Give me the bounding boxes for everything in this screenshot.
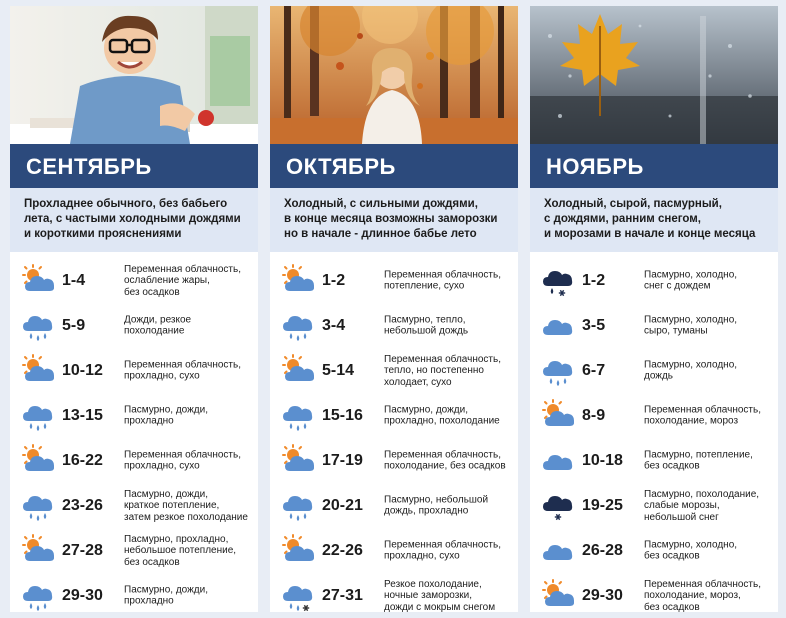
rain-icon	[282, 398, 314, 434]
cloudy-icon	[542, 308, 574, 344]
description-line: ночные заморозки,	[384, 589, 473, 601]
partly-cloudy-icon	[282, 263, 314, 299]
description-line: Переменная облачность,	[124, 449, 241, 460]
partly-cloudy-icon	[282, 533, 314, 569]
summary-line: Прохладнее обычного, без бабьего	[24, 198, 228, 210]
forecast-row	[10, 483, 258, 528]
forecast-row	[530, 258, 778, 303]
forecast-row	[530, 573, 778, 618]
forecast-row	[270, 348, 518, 393]
date-range: 1-2	[582, 271, 606, 289]
description-line: снег с дождем	[644, 280, 711, 292]
description-line: прохладно, сухо	[124, 460, 200, 472]
description-line: дожди с мокрым снегом	[384, 601, 496, 613]
description-line: похолодание, мороз,	[644, 589, 741, 601]
dark-snow-icon	[542, 488, 574, 524]
date-range: 26-28	[582, 541, 623, 559]
date-range: 27-28	[62, 541, 103, 559]
rain-icon	[282, 488, 314, 524]
forecast-row	[270, 438, 518, 483]
month-title: ОКТЯБРЬ	[270, 144, 518, 188]
description-line: Пасмурно, дожди,	[124, 404, 208, 415]
description-line: Пасмурно, дожди,	[124, 584, 208, 595]
forecast-row	[530, 393, 778, 438]
description-line: Переменная облачность,	[384, 353, 501, 365]
description-line: прохладно	[124, 415, 174, 427]
rain-icon	[22, 308, 54, 344]
rain-snow-icon	[282, 578, 314, 614]
forecast-row	[10, 348, 258, 393]
date-range: 3-4	[322, 316, 346, 334]
description-line: Резкое похолодание,	[384, 578, 482, 590]
description-line: дождь	[644, 370, 674, 382]
partly-cloudy-icon	[282, 443, 314, 479]
partly-cloudy-icon	[22, 533, 54, 569]
summary-line: и короткими прояснениями	[24, 228, 182, 240]
forecast-description	[384, 404, 518, 427]
photo-schoolboy	[10, 6, 258, 144]
column-september	[10, 6, 258, 612]
forecast-row	[10, 438, 258, 483]
month-summary	[530, 188, 778, 252]
forecast-list	[270, 258, 518, 618]
forecast-row	[270, 528, 518, 573]
forecast-description	[644, 488, 778, 523]
description-line: потепление, сухо	[384, 280, 465, 292]
photo-maple-leaf-rain	[530, 6, 778, 144]
description-line: Переменная облачность,	[124, 359, 241, 370]
date-range: 8-9	[582, 406, 606, 424]
description-line: Пасмурно, прохладно,	[124, 533, 229, 545]
date-range: 1-2	[322, 271, 346, 289]
forecast-description	[124, 533, 258, 568]
forecast-description	[124, 404, 258, 427]
rain-icon	[22, 578, 54, 614]
description-line: похолодание, мороз	[644, 415, 739, 427]
date-range: 10-18	[582, 451, 623, 469]
autumn-woman-image	[270, 6, 518, 144]
date-range: 1-4	[62, 271, 86, 289]
description-line: похолодание, без осадков	[384, 460, 506, 472]
date-range: 16-22	[62, 451, 103, 469]
forecast-description	[384, 578, 518, 613]
forecast-list	[10, 258, 258, 618]
date-range: 13-15	[62, 406, 103, 424]
summary-line: лета, с частыми холодными дождями	[24, 213, 241, 225]
forecast-row	[530, 438, 778, 483]
forecast-description	[644, 404, 778, 427]
partly-cloudy-icon	[282, 353, 314, 389]
date-range: 5-14	[322, 361, 355, 379]
forecast-row	[10, 303, 258, 348]
description-line: без осадков	[644, 460, 700, 472]
forecast-description	[384, 353, 518, 388]
description-line: Переменная облачность,	[124, 263, 241, 275]
date-range: 29-30	[62, 586, 103, 604]
description-line: Переменная облачность,	[384, 269, 501, 280]
description-line: Пасмурно, похолодание,	[644, 488, 760, 500]
description-line: без осадков	[124, 556, 180, 568]
forecast-description	[644, 578, 778, 613]
dark-rain-snow-icon	[542, 263, 574, 299]
forecast-row	[270, 573, 518, 618]
forecast-description	[384, 494, 518, 517]
forecast-description	[124, 359, 258, 382]
month-title: НОЯБРЬ	[530, 144, 778, 188]
rain-icon	[22, 488, 54, 524]
rain-icon	[542, 353, 574, 389]
description-line: дождь, прохладно	[384, 505, 469, 517]
date-range: 17-19	[322, 451, 363, 469]
summary-line: в конце месяца возможны заморозки	[284, 213, 498, 225]
column-november	[530, 6, 778, 612]
description-line: без осадков	[644, 550, 700, 562]
forecast-description	[644, 449, 778, 472]
description-line: небольшой дождь	[384, 325, 469, 337]
date-range: 29-30	[582, 586, 623, 604]
cloudy-icon	[542, 533, 574, 569]
forecast-row	[10, 528, 258, 573]
date-range: 20-21	[322, 496, 363, 514]
description-line: Пасмурно, дожди,	[384, 404, 468, 415]
description-line: небольшое потепление,	[124, 544, 237, 556]
description-line: Переменная облачность,	[644, 578, 761, 590]
description-line: Пасмурно, тепло,	[384, 314, 466, 325]
partly-cloudy-icon	[542, 398, 574, 434]
description-line: похолодание	[124, 325, 185, 337]
forecast-row	[530, 528, 778, 573]
cloudy-icon	[542, 443, 574, 479]
description-line: небольшой снег	[644, 511, 719, 523]
forecast-description	[644, 269, 778, 292]
date-range: 15-16	[322, 406, 363, 424]
description-line: Переменная облачность,	[384, 449, 501, 460]
forecast-row	[530, 348, 778, 393]
maple-leaf-rain-image	[530, 6, 778, 144]
date-range: 6-7	[582, 361, 606, 379]
summary-line: но в начале - длинное бабье лето	[284, 228, 477, 240]
partly-cloudy-icon	[22, 443, 54, 479]
partly-cloudy-icon	[22, 353, 54, 389]
forecast-row	[270, 258, 518, 303]
description-line: прохладно, сухо	[124, 370, 200, 382]
description-line: ослабление жары,	[124, 274, 210, 286]
summary-line: с дождями, ранним снегом,	[544, 213, 701, 225]
forecast-description	[644, 539, 778, 562]
description-line: Пасмурно, холодно,	[644, 359, 738, 370]
description-line: тепло, но постепенно	[384, 364, 484, 376]
forecast-description	[124, 449, 258, 472]
forecast-row	[530, 483, 778, 528]
column-october	[270, 6, 518, 612]
description-line: прохладно	[124, 595, 174, 607]
description-line: холодает, сухо	[384, 376, 452, 388]
date-range: 5-9	[62, 316, 86, 334]
date-range: 3-5	[582, 316, 606, 334]
partly-cloudy-icon	[22, 263, 54, 299]
forecast-description	[384, 449, 518, 472]
forecast-description	[124, 584, 258, 607]
date-range: 22-26	[322, 541, 363, 559]
description-line: Пасмурно, небольшой	[384, 494, 489, 505]
description-line: Переменная облачность,	[384, 539, 501, 550]
forecast-row	[10, 393, 258, 438]
schoolboy-image	[10, 6, 258, 144]
forecast-row	[10, 258, 258, 303]
partly-cloudy-icon	[542, 578, 574, 614]
forecast-description	[644, 359, 778, 382]
forecast-row	[530, 303, 778, 348]
forecast-description	[124, 488, 258, 523]
description-line: слабые морозы,	[644, 499, 720, 511]
description-line: затем резкое похолодание	[124, 511, 248, 523]
month-summary	[10, 188, 258, 252]
summary-line: Холодный, сырой, пасмурный,	[544, 198, 722, 210]
description-line: прохладно, сухо	[384, 550, 460, 562]
photo-autumn-woman	[270, 6, 518, 144]
forecast-description	[384, 269, 518, 292]
description-line: Переменная облачность,	[644, 404, 761, 415]
month-title: СЕНТЯБРЬ	[10, 144, 258, 188]
forecast-description	[384, 314, 518, 337]
date-range: 23-26	[62, 496, 103, 514]
forecast-description	[124, 263, 258, 298]
description-line: Пасмурно, потепление,	[644, 449, 753, 460]
description-line: сыро, туманы	[644, 325, 708, 337]
rain-icon	[282, 308, 314, 344]
rain-icon	[22, 398, 54, 434]
description-line: прохладно, похолодание	[384, 415, 500, 427]
description-line: без осадков	[124, 286, 180, 298]
description-line: Пасмурно, холодно,	[644, 539, 738, 550]
date-range: 19-25	[582, 496, 623, 514]
description-line: Дожди, резкое	[124, 314, 192, 325]
forecast-list	[530, 258, 778, 618]
forecast-row	[10, 573, 258, 618]
summary-line: Холодный, с сильными дождями,	[284, 198, 478, 210]
summary-line: и морозами в начале и конце месяца	[544, 228, 756, 240]
forecast-row	[270, 303, 518, 348]
date-range: 27-31	[322, 586, 363, 604]
forecast-description	[644, 314, 778, 337]
forecast-description	[124, 314, 258, 337]
description-line: без осадков	[644, 601, 700, 613]
description-line: Пасмурно, дожди,	[124, 488, 208, 500]
description-line: Пасмурно, холодно,	[644, 269, 738, 280]
description-line: Пасмурно, холодно,	[644, 314, 738, 325]
forecast-row	[270, 483, 518, 528]
forecast-description	[384, 539, 518, 562]
description-line: краткое потепление,	[124, 499, 220, 511]
forecast-row	[270, 393, 518, 438]
date-range: 10-12	[62, 361, 103, 379]
month-summary	[270, 188, 518, 252]
